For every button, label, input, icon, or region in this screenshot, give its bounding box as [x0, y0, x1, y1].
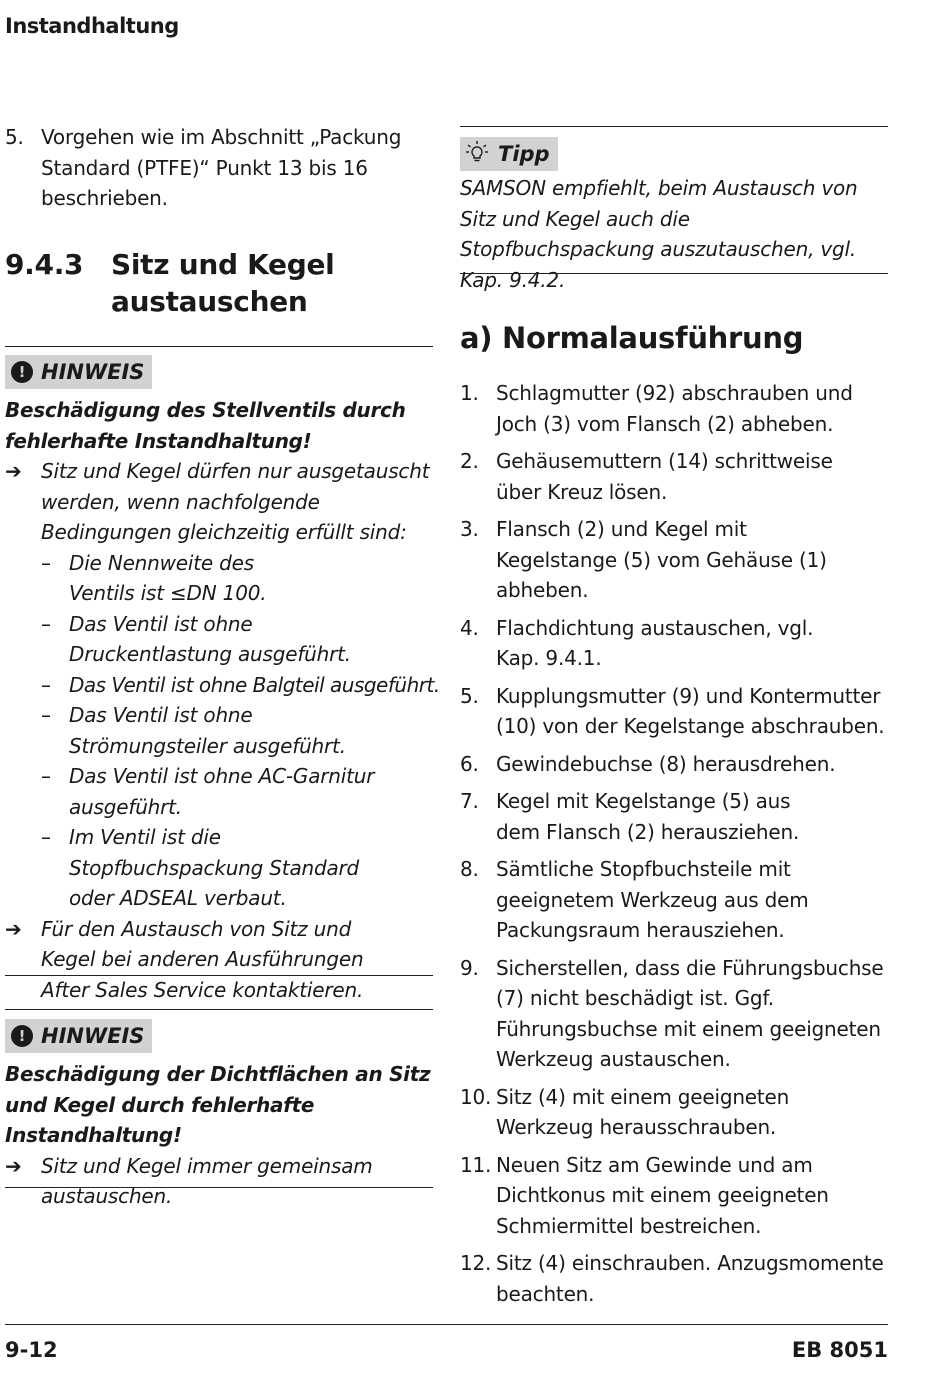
list-number: 10. — [460, 1084, 492, 1109]
dash-bullet: – — [41, 550, 51, 575]
notice-badge — [5, 355, 152, 389]
condition-item — [5, 822, 433, 914]
list-text: Kegel mit Kegelstange (5) aus dem Flansch (2) herausziehen. — [496, 789, 800, 844]
list-item — [460, 749, 888, 780]
intro-list — [5, 122, 433, 214]
list-item — [460, 786, 888, 847]
divider — [5, 975, 433, 976]
notice-box — [5, 355, 440, 1005]
list-text: Sitz (4) einschrauben. Anzugsmomente beachten. — [496, 1251, 884, 1306]
condition-item — [5, 548, 433, 609]
list-number: 9. — [460, 955, 479, 980]
list-number: 3. — [460, 517, 479, 541]
list-number: 4. — [460, 615, 479, 640]
list-text: Schlagmutter (92) abschrauben und Joch (3) vom Flansch (2) abheben. — [496, 381, 853, 436]
exclamation-circle-icon: ! — [11, 361, 33, 383]
divider — [460, 126, 888, 127]
list-item — [460, 953, 888, 1075]
tip-box — [460, 137, 888, 295]
list-item — [460, 1150, 888, 1242]
list-text: Gehäusemuttern (14) schrittweise über Kreuz lösen. — [496, 449, 833, 504]
condition-text: Die Nennweite des Ventils ist ≤DN 100. — [69, 550, 267, 605]
list-item — [460, 514, 888, 606]
list-number: 8. — [460, 857, 479, 881]
list-item — [5, 122, 433, 214]
list-item — [460, 613, 888, 674]
list-text: Sicherstellen, dass die Führungsbuchse (7) nicht beschädigt ist. Ggf. Führungsbuchse mit einem geeigneten Werkzeug austauschen. — [496, 955, 884, 1071]
list-item — [460, 446, 888, 507]
subsection-heading — [460, 319, 888, 357]
tip-badge — [460, 137, 558, 171]
list-text: Neuen Sitz am Gewinde und am Dichtkonus mit einem geeigneten Schmiermittel bestreichen. — [496, 1152, 829, 1238]
list-number: 5. — [5, 125, 24, 149]
page-number: 9-12 — [5, 1338, 58, 1362]
dash-bullet: – — [41, 703, 51, 727]
list-item — [460, 1082, 888, 1143]
list-text: Sämtliche Stopfbuchsteile mit geeignetem Werkzeug aus dem Packungsraum herausziehen. — [496, 857, 809, 942]
list-text: Kupplungsmutter (9) und Kontermutter (10) von der Kegelstange abschrauben. — [496, 683, 885, 738]
list-item — [460, 1248, 888, 1309]
divider — [460, 273, 888, 274]
list-number: 6. — [460, 751, 479, 776]
list-number: 7. — [460, 789, 479, 813]
condition-item — [5, 761, 433, 822]
list-text: Flachdichtung austauschen, vgl. Kap. 9.4.1. — [496, 615, 814, 670]
list-number: 2. — [460, 449, 479, 473]
condition-item — [5, 670, 440, 701]
document-id: EB 8051 — [791, 1338, 888, 1362]
notice-box — [5, 1019, 433, 1212]
exclamation-circle-icon: ! — [11, 1025, 33, 1047]
list-item — [460, 681, 888, 742]
dash-bullet: – — [41, 672, 51, 697]
condition-text: Das Ventil ist ohne AC-Garnitur ausgeführt. — [69, 764, 375, 819]
divider — [5, 1187, 433, 1188]
condition-text: Das Ventil ist ohne Druckentlastung ausgeführt. — [69, 611, 351, 666]
notice-label: HINWEIS — [41, 1024, 145, 1048]
list-number: 11. — [460, 1152, 492, 1177]
steps-list — [460, 378, 888, 1316]
section-title: Sitz und Kegel austauschen — [111, 248, 335, 318]
lightbulb-icon — [464, 140, 490, 169]
list-number: 5. — [460, 683, 479, 708]
condition-text: Das Ventil ist ohne Balgteil ausgeführt. — [69, 672, 440, 697]
arrow-right-icon: ➔ — [5, 916, 22, 941]
notice-heading: Beschädigung der Dichtflächen an Sitz und Kegel durch fehlerhafte Instandhaltung! — [5, 1062, 431, 1147]
dash-bullet: – — [41, 611, 51, 636]
tip-label: Tipp — [498, 142, 550, 166]
tip-text: SAMSON empfiehlt, beim Austausch von Sitz und Kegel auch die Stopfbuchspackung auszutauschen, vgl. Kap. 9.4.2. — [460, 176, 858, 292]
subsection-letter: a) — [460, 321, 493, 355]
footer-divider — [5, 1324, 888, 1325]
list-item — [460, 854, 888, 946]
instruction-text: Sitz und Kegel immer gemeinsam austauschen. — [41, 1153, 373, 1208]
list-text: Sitz (4) mit einem geeigneten Werkzeug herausschrauben. — [496, 1084, 790, 1139]
arrow-right-icon: ➔ — [5, 459, 22, 483]
list-text: Flansch (2) und Kegel mit Kegelstange (5) vom Gehäuse (1) abheben. — [496, 517, 827, 602]
list-text: Vorgehen wie im Abschnitt „Packung Standard (PTFE)“ Punkt 13 bis 16 beschrieben. — [41, 125, 402, 210]
list-item — [460, 378, 888, 439]
divider — [5, 346, 433, 347]
condition-text: Im Ventil ist die Stopfbuchspackung Standard oder ADSEAL verbaut. — [69, 825, 360, 910]
condition-item — [5, 700, 433, 761]
arrow-right-icon: ➔ — [5, 1153, 22, 1178]
notice-badge — [5, 1019, 152, 1053]
condition-item — [5, 609, 433, 670]
instruction-text: Für den Austausch von Sitz und Kegel bei anderen Ausführungen After Sales Service kontaktieren. — [41, 916, 364, 1002]
instruction-text: Sitz und Kegel dürfen nur ausgetauscht werden, wenn nachfolgende Bedingungen gleichzeitig erfüllt sind: — [41, 459, 430, 544]
subsection-title: Normalausführung — [502, 321, 804, 355]
dash-bullet: – — [41, 825, 51, 849]
list-number: 1. — [460, 381, 479, 405]
notice-label: HINWEIS — [41, 360, 145, 384]
running-header: Instandhaltung — [5, 14, 179, 38]
condition-text: Das Ventil ist ohne Strömungsteiler ausgeführt. — [69, 703, 346, 758]
notice-heading: Beschädigung des Stellventils durch fehlerhafte Instandhaltung! — [5, 398, 406, 453]
dash-bullet: – — [41, 764, 51, 788]
section-heading — [5, 246, 433, 320]
divider — [5, 1009, 433, 1010]
notice-instruction — [5, 456, 433, 548]
list-text: Gewindebuchse (8) herausdrehen. — [496, 751, 836, 776]
notice-instruction — [5, 914, 433, 1006]
notice-instruction — [5, 1151, 433, 1212]
list-number: 12. — [460, 1251, 492, 1275]
section-number: 9.4.3 — [5, 248, 84, 281]
